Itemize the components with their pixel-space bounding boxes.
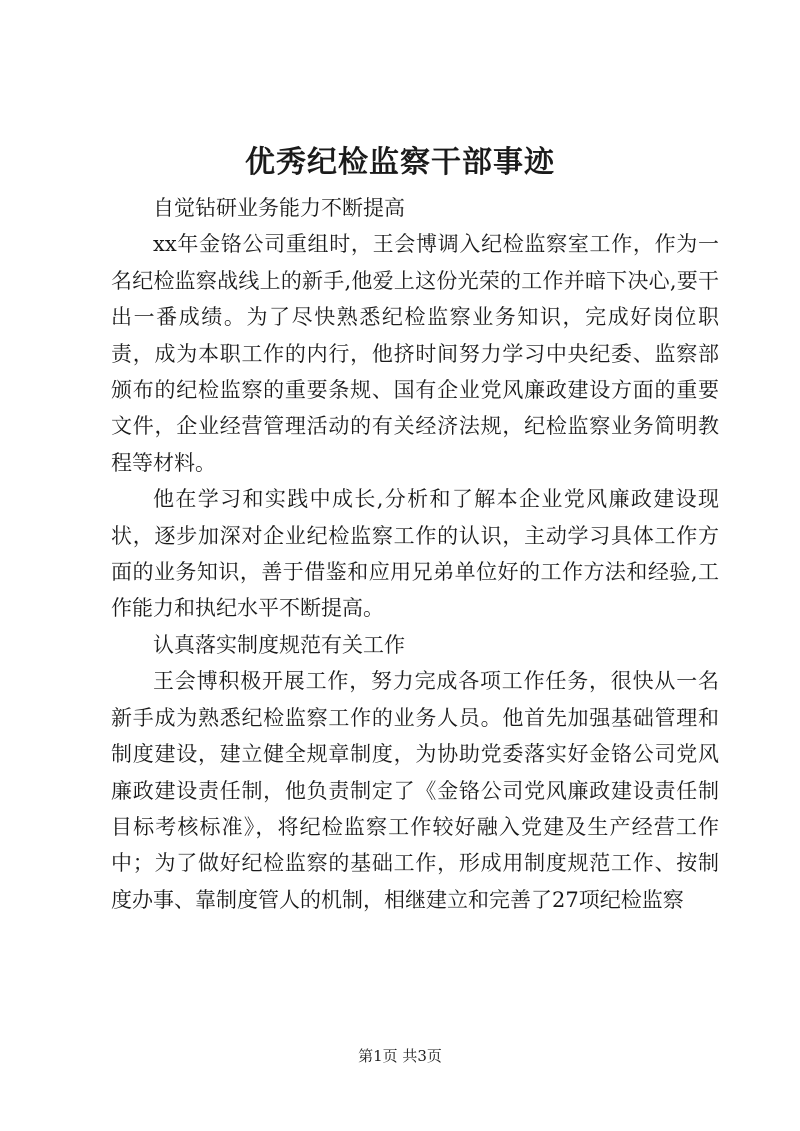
body-paragraph: 他在学习和实践中成长,分析和了解本企业党风廉政建设现状，逐步加深对企业纪检监察工作的认识，主动学习具体工作方面的业务知识，善于借鉴和应用兄弟单位好的工作方法和经验,工作能力和执纪水平不断提高。 [111, 487, 719, 621]
section-heading: 认真落实制度规范有关工作 [153, 632, 405, 657]
body-paragraph: 王会博积极开展工作，努力完成各项工作任务，很快从一名新手成为熟悉纪检监察工作的业务人员。他首先加强基础管理和制度建设，建立健全规章制度，为协助党委落实好金铬公司党风廉政建设责任制，他负责制定了《金铬公司党风廉政建设责任制目标考核标准》，将纪检监察工作较好融入党建及生产经营工作中；为了做好纪检监察的基础工作，形成用制度规范工作、按制度办事、靠制度管人的机制，相继建立和完善了27项纪检监察 [111, 669, 719, 912]
page-footer: 第1页 共3页 [358, 1047, 442, 1065]
body-paragraph: xx年金铬公司重组时，王会博调入纪检监察室工作，作为一名纪检监察战线上的新手,他爱上这份光荣的工作并暗下决心,要干出一番成绩。为了尽快熟悉纪检监察业务知识，完成好岗位职责，成为本职工作的内行，他挤时间努力学习中央纪委、监察部颁布的纪检监察的重要条规、国有企业党风廉政建设方面的重要文件，企业经营管理活动的有关经济法规，纪检监察业务简明教程等材料。 [111, 232, 719, 475]
document-title: 优秀纪检监察干部事迹 [245, 145, 555, 180]
document-body [111, 190, 719, 918]
section-heading: 自觉钻研业务能力不断提高 [153, 196, 405, 220]
